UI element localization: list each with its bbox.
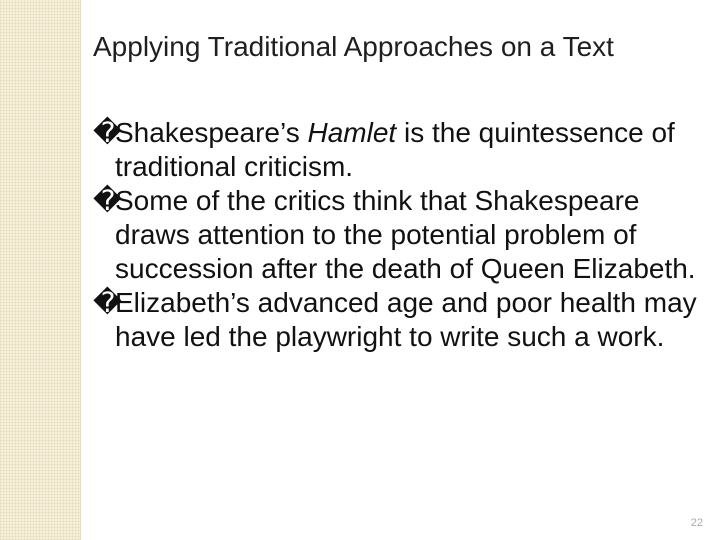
bullet-text: Some of the critics think that Shakespeare draws attention to the potential problem of succession after the death of Queen Elizabeth. [115, 185, 696, 284]
band-divider [80, 0, 81, 540]
bullet-item-3 [93, 286, 705, 354]
bullet-item-2 [93, 184, 705, 286]
bullet-marker-icon: � [93, 117, 122, 148]
bullet-text-pre: Shakespeare’s [115, 117, 308, 148]
bullet-text: Elizabeth’s advanced age and poor health may have led the playwright to write such a work. [115, 287, 697, 352]
bullet-marker-icon: � [93, 185, 122, 216]
bullet-text-post: is the quintessence of traditional criticism. [115, 117, 675, 182]
bullet-marker-icon: � [93, 287, 122, 318]
slide-title: Applying Traditional Approaches on a Text [93, 31, 614, 62]
bullet-item-1 [93, 116, 705, 184]
bullet-text-emphasis: Hamlet [307, 117, 397, 148]
left-decorative-band [0, 0, 80, 540]
page-number: 22 [690, 517, 703, 529]
bullet-list [93, 116, 705, 354]
